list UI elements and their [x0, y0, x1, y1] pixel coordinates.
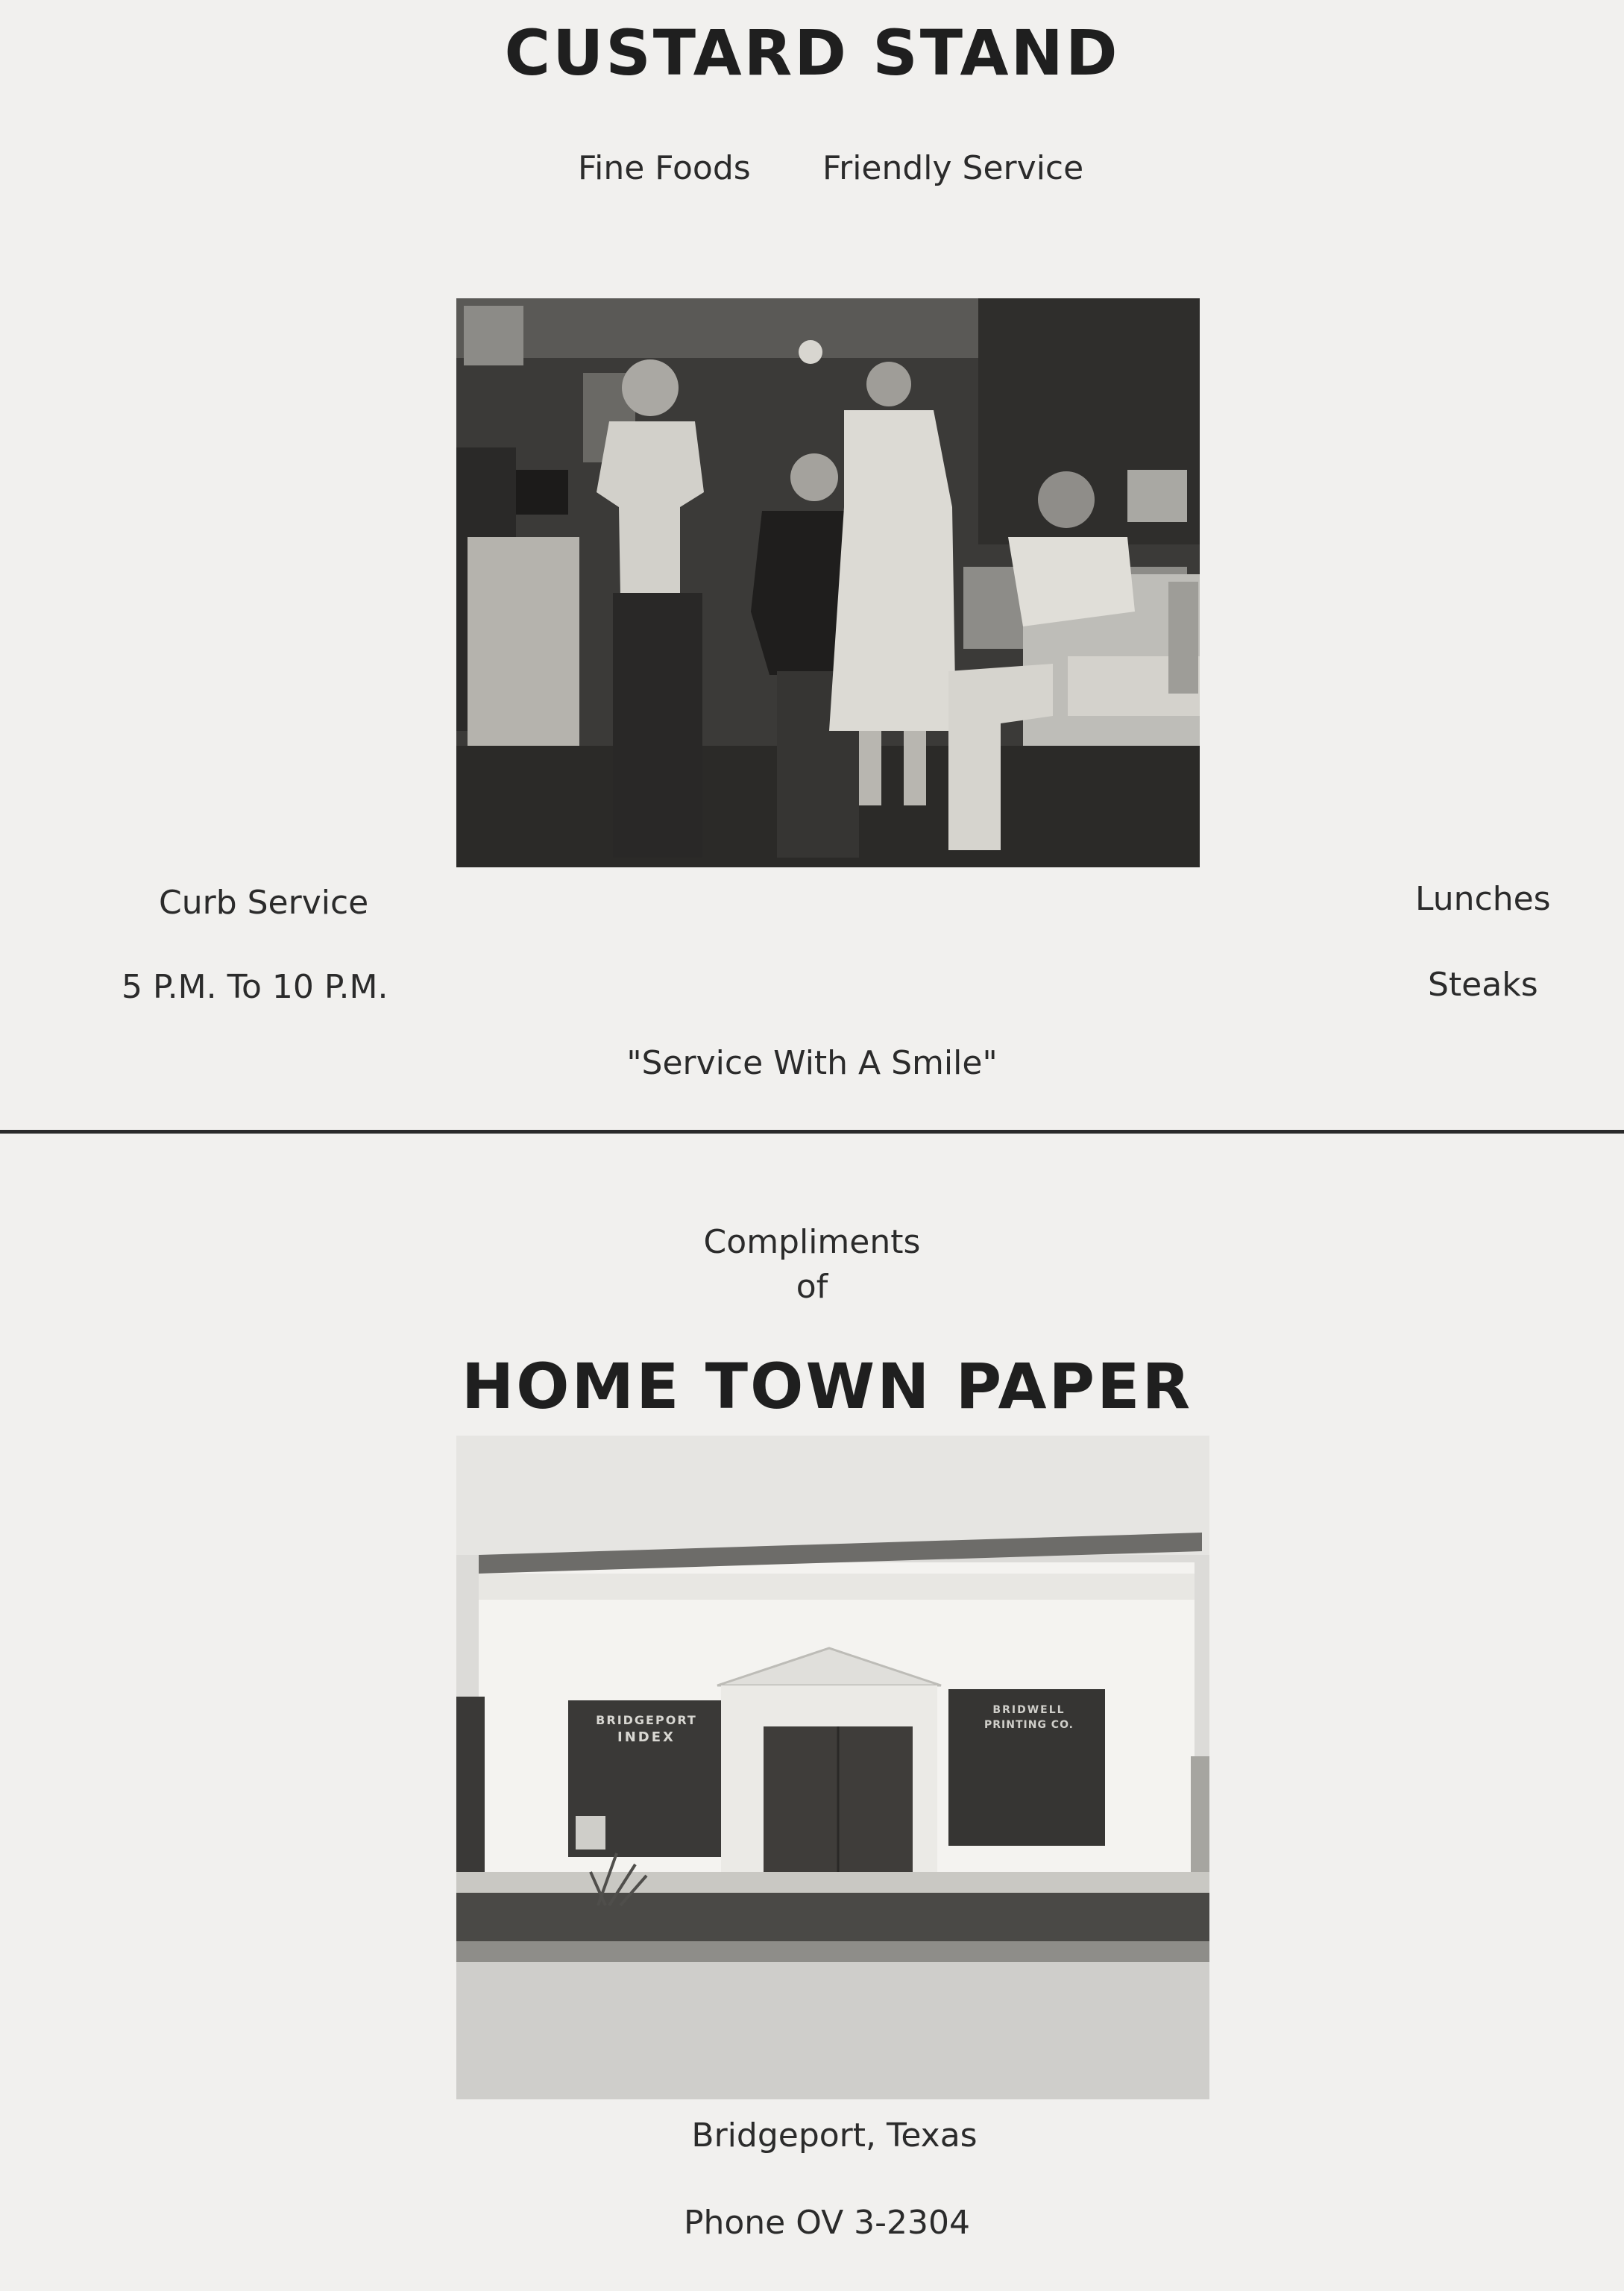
lunches-label: Lunches — [1415, 880, 1551, 918]
window-sign-right-line2: PRINTING CO. — [984, 1719, 1074, 1731]
paper-city: Bridgeport, Texas — [691, 2116, 978, 2155]
tagline-friendly-service: Friendly Service — [822, 149, 1084, 187]
service-hours: 5 P.M. To 10 P.M. — [122, 968, 388, 1006]
of-line: of — [796, 1268, 828, 1306]
tagline-fine-foods: Fine Foods — [578, 149, 751, 187]
newspaper-office-photo — [456, 1436, 1209, 2099]
steaks-label: Steaks — [1428, 966, 1538, 1004]
window-sign-left-line2: INDEX — [617, 1729, 676, 1745]
compliments-line: Compliments — [703, 1223, 921, 1261]
window-sign-left-line1: BRIDGEPORT — [596, 1713, 697, 1727]
custard-slogan: "Service With A Smile" — [626, 1044, 998, 1082]
window-sign-right-line1: BRIDWELL — [992, 1704, 1066, 1716]
custard-title: CUSTARD STAND — [504, 16, 1120, 89]
custard-stand-photo — [456, 298, 1200, 867]
paper-title: HOME TOWN PAPER — [461, 1350, 1193, 1423]
paper-phone: Phone OV 3-2304 — [683, 2204, 971, 2242]
curb-service-label: Curb Service — [159, 884, 369, 922]
section-divider — [0, 1130, 1624, 1134]
